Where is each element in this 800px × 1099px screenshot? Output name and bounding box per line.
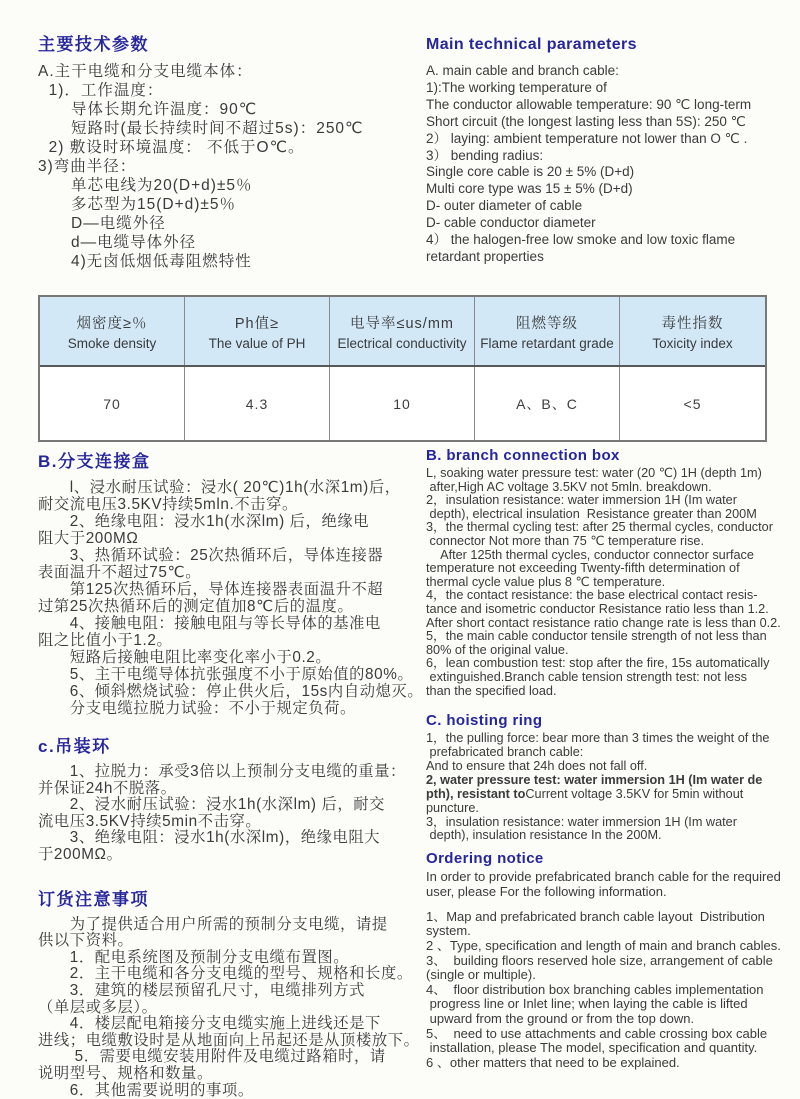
text-line: In order to provide prefabricated branch cable for the required: [426, 870, 786, 884]
text-line: 4、接触电阻：接触电阻与等长导体的基准电: [38, 615, 426, 632]
text-line: 6、倾斜燃烧试验：停止供火后，15s内自动熄灭。: [38, 683, 426, 700]
parameters-table-row: [40, 367, 765, 440]
value-conductivity: 10: [330, 367, 475, 440]
text-line: 流电压3.5KV持续5min不击穿。: [38, 814, 426, 831]
text-line: 4） the halogen-free low smoke and low toxic flame: [426, 232, 786, 249]
text-segment: pth), resistant to: [426, 787, 525, 801]
heading-hoisting-ring-zh: c.吊装环: [38, 732, 426, 757]
text-line: 阻大于200MΩ: [38, 530, 426, 547]
header-ph-en: The value of PH: [209, 336, 306, 351]
text-line: 4．楼层配电箱接分支电缆实施上进线还是下: [38, 1016, 426, 1033]
text-line: 第125次热循环后，导体连接器表面温升不超: [38, 581, 426, 598]
text-line: 2) 敷设时环境温度： 不低于O℃。: [38, 138, 426, 157]
text-line: 2、绝缘电阻：浸水1h(水深lm) 后，绝缘电: [38, 513, 426, 530]
text-line: And to ensure that 24h does not fall off.: [426, 760, 786, 774]
section-a-en: [426, 30, 786, 271]
text-line: user, please For the following information.: [426, 885, 786, 899]
text-line: A. main cable and branch cable:: [426, 63, 786, 80]
text-line: 于200MΩ。: [38, 847, 426, 864]
text-line: 6 、other matters that need to be explained.: [426, 1056, 786, 1071]
header-flame-grade-en: Flame retardant grade: [480, 336, 614, 351]
text-line: 3)弯曲半径：: [38, 157, 426, 176]
text-line: 5，the main cable conductor tensile strength of not less than: [426, 630, 786, 644]
section-a: [38, 30, 786, 271]
text-line: after,High AC voltage 3.5KV not 5mln. breakdown.: [426, 481, 786, 495]
text-line: The conductor allowable temperature: 90 ℃ long-term: [426, 97, 786, 114]
text-line: 1，the pulling force: bear more than 3 times the weight of the: [426, 732, 786, 746]
text-line: 80% of the original value.: [426, 644, 786, 658]
heading-ordering-en: Ordering notice: [426, 850, 786, 867]
text-line: 短路后接触电阻比率变化率小于0.2。: [38, 649, 426, 666]
text-line: Short circuit (the longest lasting less than 5S): 250 ℃: [426, 114, 786, 131]
text-line: D- cable conductor diameter: [426, 215, 786, 232]
header-toxicity-en: Toxicity index: [652, 336, 732, 351]
text-line: retardant properties: [426, 249, 786, 266]
text-line: 4)无卤低烟低毒阻燃特性: [38, 252, 426, 271]
text-line: depth), electrical insulation Resistance greater than 200M: [426, 508, 786, 522]
text-line: After short contact resistance ratio change rate is less than 0.2.: [426, 617, 786, 631]
section-b-en-lines: [426, 467, 786, 698]
text-line: After 125th thermal cycles, conductor connector surface: [426, 549, 786, 563]
text-line: 1)．工作温度：: [38, 81, 426, 100]
text-line: progress line or Inlet line; when laying the cable is lifted: [426, 997, 786, 1012]
text-line: Single core cable is 20 ± 5% (D+d): [426, 164, 786, 181]
section-ordering-en: [426, 850, 786, 1070]
text-line: 阻之比值小于1.2。: [38, 632, 426, 649]
text-line: 供以下资料。: [38, 933, 426, 950]
header-toxicity-zh: 毒性指数: [662, 312, 724, 333]
ordering-en-list: [426, 910, 786, 1071]
text-line: 耐交流电压3.5KV持续5mln.不击穿。: [38, 496, 426, 513]
text-line: 5、 need to use attachments and cable crossing box cable: [426, 1027, 786, 1042]
text-segment: Current voltage 3.5KV for 5min without: [525, 787, 743, 801]
text-line: 3，insulation resistance: water immersion 1H (Im water: [426, 816, 786, 830]
text-line: 3，the thermal cycling test: after 25 thermal cycles, conductor: [426, 521, 786, 535]
text-line: 为了提供适合用户所需的预制分支电缆，请提: [38, 917, 426, 934]
text-line: 多芯型为15(D+d)±5％: [38, 195, 426, 214]
text-line: thermal cycle value plus 8 ℃ temperature.: [426, 576, 786, 590]
header-smoke-density-en: Smoke density: [68, 336, 157, 351]
ordering-en-intro: [426, 870, 786, 898]
text-line: 4、 floor distribution box branching cables implementation: [426, 983, 786, 998]
text-line: [426, 788, 786, 802]
text-line: A.主干电缆和分支电缆本体：: [38, 62, 426, 81]
text-line: D—电缆外径: [38, 214, 426, 233]
text-line: puncture.: [426, 802, 786, 816]
text-line: 导体长期允许温度：90℃: [38, 100, 426, 119]
text-line: 6．其他需要说明的事项。: [38, 1083, 426, 1099]
section-c-en-lines: [426, 732, 786, 843]
text-line: 6，lean combustion test: stop after the fire, 15s automatically: [426, 657, 786, 671]
text-line: 3、热循环试验：25次热循环后，导体连接器: [38, 547, 426, 564]
heading-main-params-en: Main technical parameters: [426, 36, 786, 54]
text-line: 2，insulation resistance: water immersion 1H (Im water: [426, 494, 786, 508]
text-line: 2 、Type, specification and length of main and branch cables.: [426, 939, 786, 954]
text-line: Multi core type was 15 ± 5% (D+d): [426, 181, 786, 198]
heading-main-params-zh: 主要技术参数: [38, 30, 426, 55]
section-ordering-zh: [38, 885, 426, 1099]
header-ph-zh: Ph值≥: [235, 312, 279, 333]
section-c-en: [426, 712, 786, 843]
sections-bcd: [38, 447, 786, 1099]
text-line: 过第25次热循环后的测定值加8℃后的温度。: [38, 598, 426, 615]
text-line: 进线；电缆敷设时是从地面向上吊起还是从顶楼放下。: [38, 1033, 426, 1050]
header-conductivity-zh: 电导率≤us/mm: [350, 312, 454, 333]
value-smoke-density: 70: [40, 367, 185, 440]
text-line: 分支电缆拉脱力试验：不小于规定负荷。: [38, 700, 426, 717]
header-conductivity-en: Electrical conductivity: [337, 336, 466, 351]
text-line: 2．主干电缆和各分支电缆的型号、规格和长度。: [38, 966, 426, 983]
section-a-zh-lines: [38, 62, 426, 271]
value-flame-grade: A、B、C: [475, 367, 620, 440]
text-line: connector Not more than 75 ℃ temperature rise.: [426, 535, 786, 549]
heading-ordering-zh: 订货注意事项: [38, 885, 426, 910]
text-line: tance and isometric conductor Resistance ratio less than 1.2.: [426, 603, 786, 617]
text-line: 单芯电线为20(D+d)±5％: [38, 176, 426, 195]
section-a-en-lines: [426, 63, 786, 266]
text-line: 2, water pressure test: water immersion 1H (Im water de: [426, 774, 786, 788]
text-line: l、浸水耐压试验：浸水( 20℃)1h(水深1m)后，: [38, 479, 426, 496]
text-line: L, soaking water pressure test: water (20 ℃) 1H (depth 1m): [426, 467, 786, 481]
column-en: [426, 447, 786, 1099]
heading-branch-box-en: B. branch connection box: [426, 447, 786, 464]
section-c-zh-lines: [38, 764, 426, 864]
parameters-table-header: [40, 297, 765, 367]
text-line: depth), insulation resistance In the 200M.: [426, 829, 786, 843]
table-header-cell: [620, 297, 765, 365]
text-line: 3．建筑的楼层预留孔尺寸，电缆排列方式: [38, 983, 426, 1000]
header-flame-grade-zh: 阻燃等级: [516, 312, 578, 333]
value-ph: 4.3: [185, 367, 330, 440]
table-header-cell: [40, 297, 185, 365]
text-line: 1．配电系统图及预制分支电缆布置图。: [38, 950, 426, 967]
table-header-cell: [475, 297, 620, 365]
text-line: upward from the ground or from the top down.: [426, 1012, 786, 1027]
table-header-cell: [185, 297, 330, 365]
value-toxicity: <5: [620, 367, 765, 440]
text-line: 2） laying: ambient temperature not lower than O ℃ .: [426, 131, 786, 148]
section-ordering-zh-lines: [38, 917, 426, 1099]
text-line: 并保证24h不脱落。: [38, 781, 426, 798]
section-b-zh-lines: [38, 479, 426, 717]
section-c-zh: [38, 732, 426, 864]
table-header-cell: [330, 297, 475, 365]
text-line: 1、拉脱力：承受3倍以上预制分支电缆的重量：: [38, 764, 426, 781]
text-line: 4，the contact resistance: the base electrical contact resis-: [426, 589, 786, 603]
text-line: (single or multiple).: [426, 968, 786, 983]
section-b-zh: [38, 447, 426, 717]
text-line: 3） bending radius:: [426, 148, 786, 165]
text-line: 1):The working temperature of: [426, 80, 786, 97]
text-line: installation, please The model, specification and quantity.: [426, 1041, 786, 1056]
section-a-zh: [38, 30, 426, 271]
text-line: 说明型号、规格和数量。: [38, 1066, 426, 1083]
text-line: 2、浸水耐压试验：浸水1h(水深lm) 后，耐交: [38, 797, 426, 814]
text-line: extinguished.Branch cable tension strength test: not less: [426, 671, 786, 685]
text-line: d—电缆导体外径: [38, 233, 426, 252]
text-line: 表面温升不超过75℃。: [38, 564, 426, 581]
section-b-en: [426, 447, 786, 698]
text-line: 短路时(最长持续时间不超过5s)：250℃: [38, 119, 426, 138]
text-line: 1、Map and prefabricated branch cable layout Distribution system.: [426, 910, 786, 939]
text-line: 5、主干电缆导体抗张强度不小于原始值的80%。: [38, 666, 426, 683]
column-zh: [38, 447, 426, 1099]
text-line: temperature not exceeding Twenty-fifth determination of: [426, 562, 786, 576]
parameters-table: [38, 295, 767, 442]
text-line: 3、 building floors reserved hole size, arrangement of cable: [426, 954, 786, 969]
text-line: prefabricated branch cable:: [426, 746, 786, 760]
text-line: than the specified load.: [426, 685, 786, 699]
text-line: D- outer diameter of cable: [426, 198, 786, 215]
heading-branch-box-zh: B.分支连接盒: [38, 447, 426, 472]
text-line: （单层或多层）。: [38, 1000, 426, 1017]
text-line: 3、绝缘电阻：浸水1h(水深lm)，绝缘电阻大: [38, 830, 426, 847]
text-line: 5．需要电缆安装用附件及电缆过路箱时，请: [38, 1049, 426, 1066]
heading-hoisting-ring-en: C. hoisting ring: [426, 712, 786, 729]
header-smoke-density-zh: 烟密度≥％: [77, 312, 148, 333]
